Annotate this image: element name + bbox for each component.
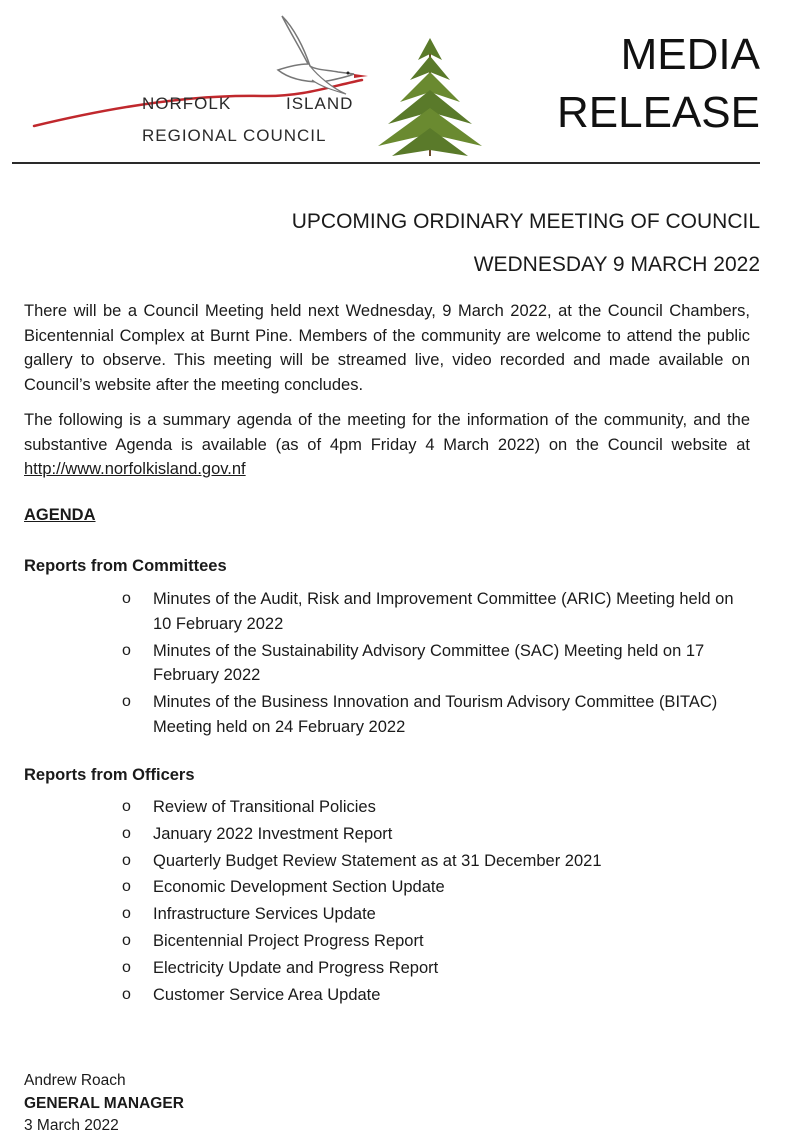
list-item xyxy=(122,956,742,981)
council-website-link[interactable]: http://www.norfolkisland.gov.nf xyxy=(24,460,246,478)
summary-paragraph-text: The following is a summary agenda of the meeting for the information of the community, and the substantive Agenda is available (as of 4pm Friday 4 March 2022) on the Council website at xyxy=(24,411,750,454)
media-title-line1: MEDIA xyxy=(620,30,760,79)
committees-heading: Reports from Committees xyxy=(24,557,227,575)
headline-date: WEDNESDAY 9 MARCH 2022 xyxy=(473,253,760,276)
bullet: o xyxy=(122,985,131,1003)
list-item-text: Customer Service Area Update xyxy=(153,985,381,1004)
norfolk-pine-tree-icon xyxy=(378,38,482,156)
headline-meeting: UPCOMING ORDINARY MEETING OF COUNCIL xyxy=(291,210,760,233)
list-item xyxy=(122,639,742,688)
list-item xyxy=(122,587,742,636)
bullet: o xyxy=(122,878,131,896)
list-item-text: Infrastructure Services Update xyxy=(153,905,376,924)
page-header xyxy=(12,0,760,164)
list-item-text: Quarterly Budget Review Statement as at 31 December 2021 xyxy=(153,851,602,870)
officers-heading: Reports from Officers xyxy=(24,766,195,784)
media-release-title xyxy=(557,26,760,142)
list-item-text: Electricity Update and Progress Report xyxy=(153,958,439,977)
list-item xyxy=(122,983,742,1008)
list-item-text: Minutes of the Business Innovation and Tourism Advisory Committee (BITAC) Meeting held on 24 February 2022 xyxy=(153,693,718,736)
list-item xyxy=(122,795,742,820)
list-item xyxy=(122,902,742,927)
committees-list xyxy=(122,587,742,742)
list-item-text: January 2022 Investment Report xyxy=(153,824,393,843)
logo-text-norfolk: NORFOLK xyxy=(142,94,232,113)
intro-paragraph: There will be a Council Meeting held next Wednesday, 9 March 2022, at the Council Chambers, Bicentennial Complex at Burnt Pine. Members of the community are welcome to attend the public gallery to observe. This meeting will be streamed live, video recorded and made available on Council’s website after the meeting concludes. xyxy=(24,302,750,394)
signoff-date: 3 March 2022 xyxy=(24,1117,119,1134)
list-item-text: Review of Transitional Policies xyxy=(153,798,376,816)
agenda-heading: AGENDA xyxy=(24,506,96,524)
logo-text-island: ISLAND xyxy=(286,94,354,113)
signoff-name: Andrew Roach xyxy=(24,1072,126,1089)
list-item-text: Economic Development Section Update xyxy=(153,878,445,897)
list-item-text: Bicentennial Project Progress Report xyxy=(153,931,424,950)
bullet: o xyxy=(122,798,131,815)
bullet: o xyxy=(122,590,131,607)
header-divider xyxy=(12,162,760,164)
bullet: o xyxy=(122,958,131,976)
summary-paragraph xyxy=(24,408,750,482)
bullet: o xyxy=(122,693,131,710)
bullet: o xyxy=(122,905,131,923)
list-item xyxy=(122,929,742,954)
logo-text-regional-council: REGIONAL COUNCIL xyxy=(142,126,327,145)
council-logo xyxy=(32,8,502,158)
bullet: o xyxy=(122,931,131,949)
list-item xyxy=(122,822,742,847)
list-item xyxy=(122,849,742,874)
bullet: o xyxy=(122,851,131,869)
list-item xyxy=(122,690,742,739)
bullet: o xyxy=(122,641,131,659)
bullet: o xyxy=(122,824,131,842)
officers-list xyxy=(122,795,742,1009)
list-item-text: Minutes of the Sustainability Advisory Committee (SAC) Meeting held on 17 February 2022 xyxy=(153,641,705,684)
media-title-line2: RELEASE xyxy=(557,88,760,137)
signoff-title: GENERAL MANAGER xyxy=(24,1094,184,1112)
list-item xyxy=(122,875,742,900)
signoff-block xyxy=(24,1070,184,1138)
list-item-text: Minutes of the Audit, Risk and Improvement Committee (ARIC) Meeting held on 10 February 2022 xyxy=(153,590,734,633)
